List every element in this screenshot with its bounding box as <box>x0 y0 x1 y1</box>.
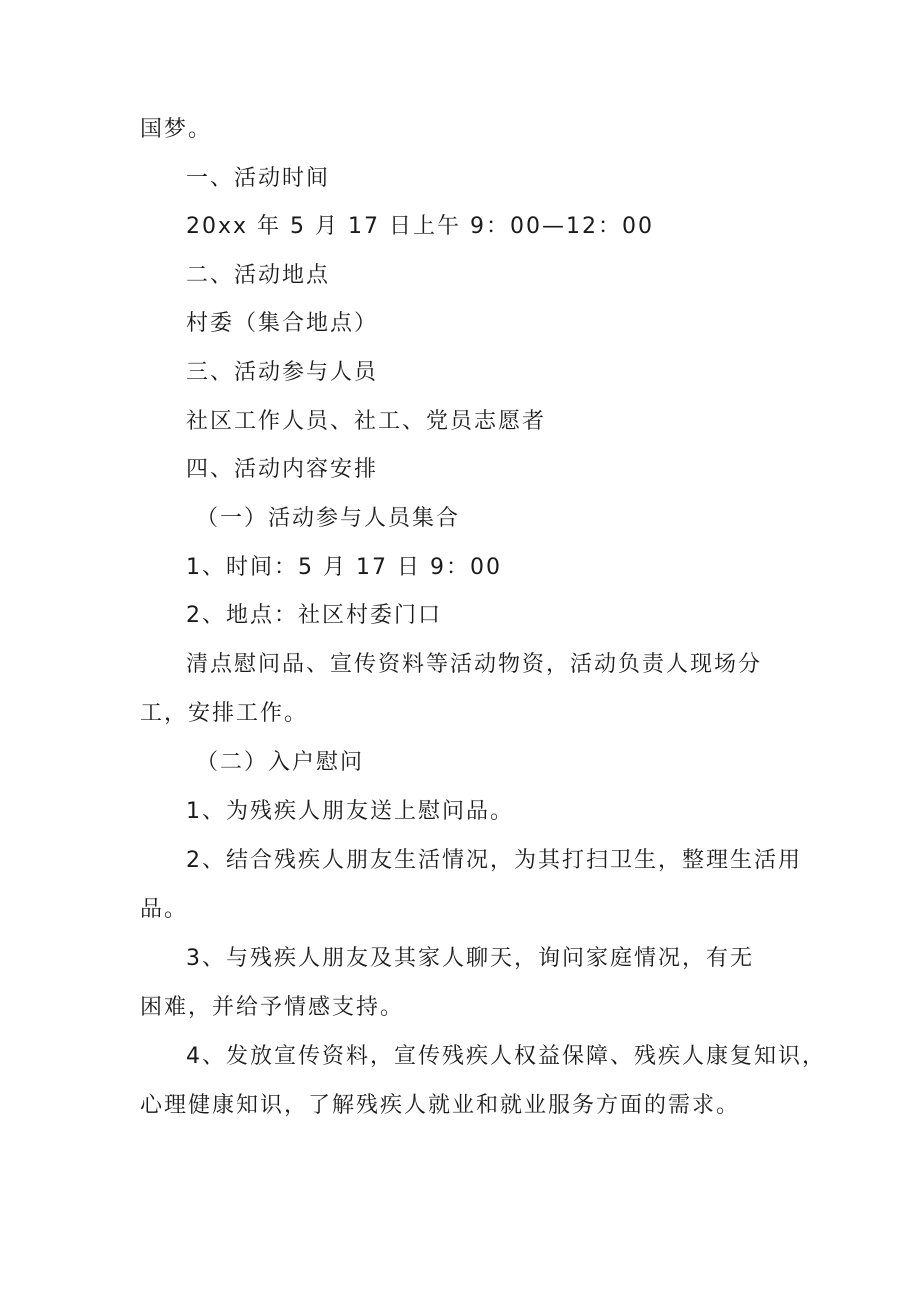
section-heading-content: 四、活动内容安排 <box>186 457 379 482</box>
visit-item-4-continuation: 心理健康知识，了解残疾人就业和就业服务方面的需求。 <box>140 1093 741 1118</box>
text-line-continuation: 国梦。 <box>140 117 213 142</box>
visit-item-2-continuation: 品。 <box>140 897 189 922</box>
visit-item-2: 2、结合残疾人朋友生活情况，为其打扫卫生，整理生活用 <box>186 848 802 873</box>
visit-item-1: 1、为残疾人朋友送上慰问品。 <box>186 799 514 824</box>
activity-location-text: 村委（集合地点） <box>186 311 379 336</box>
visit-item-3-continuation: 困难，并给予情感支持。 <box>140 995 405 1020</box>
paragraph-line: 清点慰问品、宣传资料等活动物资，活动负责人现场分 <box>186 652 763 677</box>
gathering-place-item: 2、地点：社区村委门口 <box>186 603 442 628</box>
paragraph-line: 工，安排工作。 <box>140 701 309 726</box>
section-heading-participants: 三、活动参与人员 <box>186 360 379 385</box>
gathering-time-item: 1、时间：5 月 17 日 9：00 <box>186 555 502 580</box>
section-heading-location: 二、活动地点 <box>186 263 331 288</box>
visit-item-4: 4、发放宣传资料，宣传残疾人权益保障、残疾人康复知识， <box>186 1044 826 1069</box>
subsection-heading-visit: （二）入户慰问 <box>196 750 365 775</box>
activity-time-text: 20xx 年 5 月 17 日上午 9：00—12：00 <box>186 214 654 239</box>
subsection-heading-gathering: （一）活动参与人员集合 <box>196 506 461 531</box>
section-heading-time: 一、活动时间 <box>186 166 331 191</box>
participants-text: 社区工作人员、社工、党员志愿者 <box>186 409 547 434</box>
visit-item-3: 3、与残疾人朋友及其家人聊天，询问家庭情况，有无 <box>186 946 754 971</box>
